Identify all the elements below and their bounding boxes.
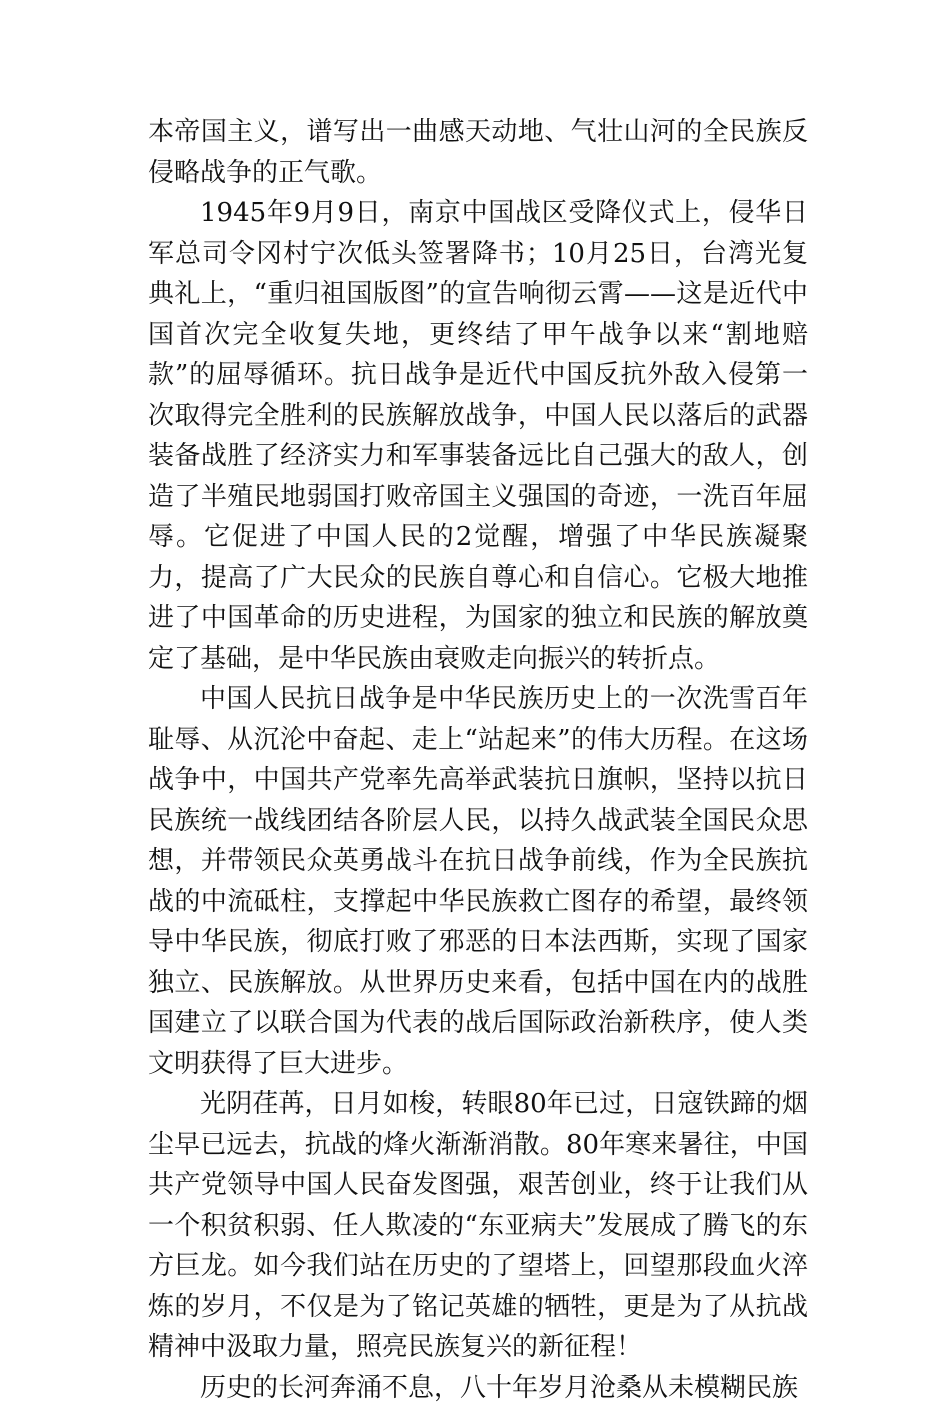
document-page — [148, 112, 808, 1408]
paragraph-1-continuation: 本帝国主义，谱写出一曲感天动地、气壮山河的全民族反侵略战争的正气歌。 — [148, 112, 808, 193]
paragraph-history-river: 历史的长河奔涌不息，八十年岁月沧桑从未模糊民族 — [148, 1368, 808, 1408]
paragraph-historic-course: 中国人民抗日战争是中华民族历史上的一次洗雪百年耻辱、从沉沦中奋起、走上“站起来”的伟大历程。在这场战争中，中国共产党率先高举武装抗日旗帜，坚持以抗日民族统一战线团结各阶层人民，以持久战武装全国民众思想，并带领民众英勇战斗在抗日战争前线，作为全民族抗战的中流砥柱，支撑起中华民族救亡图存的希望，最终领导中华民族，彻底打败了邪恶的日本法西斯，实现了国家独立、民族解放。从世界历史来看，包括中国在内的战胜国建立了以联合国为代表的战后国际政治新秩序，使人类文明获得了巨大进步。 — [148, 679, 808, 1084]
paragraph-eighty-years: 光阴荏苒，日月如梭，转眼80年已过，日寇铁蹄的烟尘早已远去，抗战的烽火渐渐消散。80年寒来暑往，中国共产党领导中国人民奋发图强，艰苦创业，终于让我们从一个积贫积弱、任人欺凌的“东亚病夫”发展成了腾飞的东方巨龙。如今我们站在历史的了望塔上，回望那段血火淬炼的岁月，不仅是为了铭记英雄的牺牲，更是为了从抗战精神中汲取力量，照亮民族复兴的新征程！ — [148, 1084, 808, 1368]
paragraph-victory-significance: 1945年9月9日，南京中国战区受降仪式上，侵华日军总司令冈村宁次低头签署降书；10月25日，台湾光复典礼上，“重归祖国版图”的宣告响彻云霄——这是近代中国首次完全收复失地，更终结了甲午战争以来“割地赔款”的屈辱循环。抗日战争是近代中国反抗外敌入侵第一次取得完全胜利的民族解放战争，中国人民以落后的武器装备战胜了经济实力和军事装备远比自己强大的敌人，创造了半殖民地弱国打败帝国主义强国的奇迹，一洗百年屈辱。它促进了中国人民的2觉醒，增强了中华民族凝聚力，提高了广大民众的民族自尊心和自信心。它极大地推进了中国革命的历史进程，为国家的独立和民族的解放奠定了基础，是中华民族由衰败走向振兴的转折点。 — [148, 193, 808, 679]
